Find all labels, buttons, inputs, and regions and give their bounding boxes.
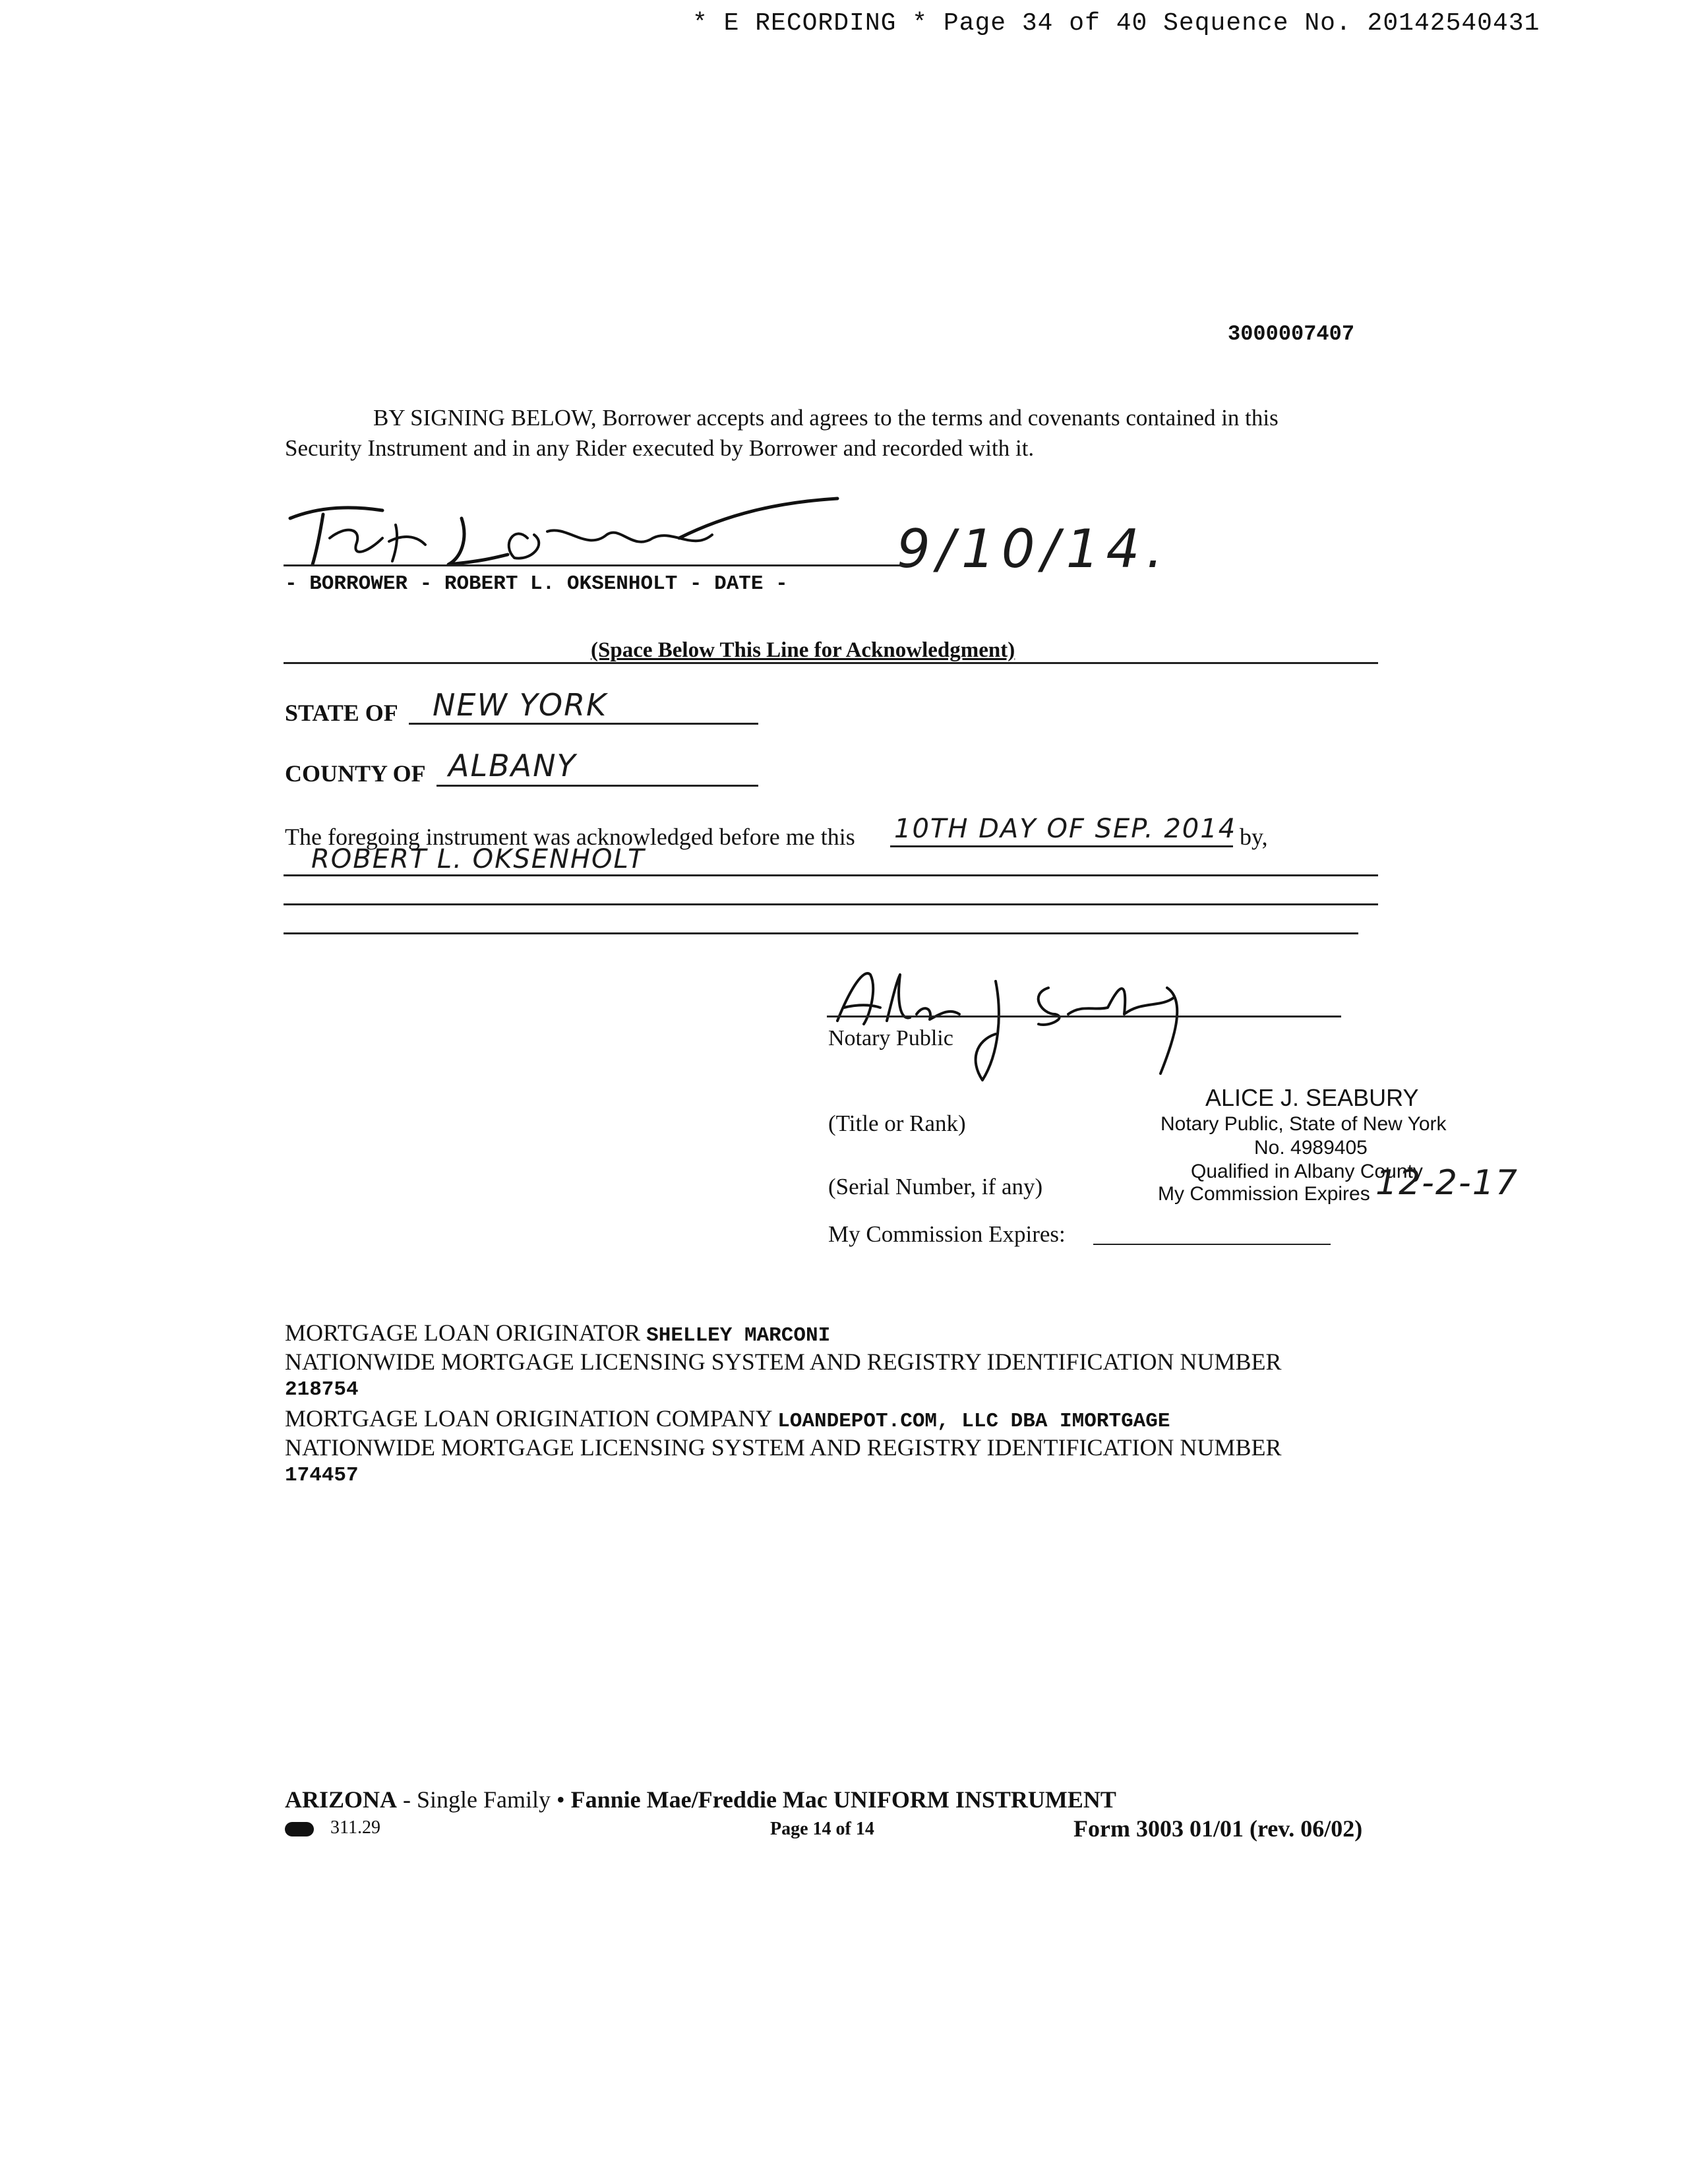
notary-stamp-line-3: Qualified in Albany County bbox=[1191, 1161, 1423, 1182]
intro-line-1: BY SIGNING BELOW, Borrower accepts and agrees to the terms and covenants contained in this bbox=[373, 405, 1279, 431]
acknowledgment-sentence-start: The foregoing instrument was acknowledged before me this bbox=[285, 824, 855, 850]
county-value: ALBANY bbox=[448, 748, 577, 783]
footer-page: Page 14 of 14 bbox=[770, 1819, 874, 1839]
state-label: STATE OF bbox=[285, 700, 398, 726]
vmp-logo-icon bbox=[285, 1822, 314, 1836]
acknowledged-by-line-2 bbox=[284, 903, 1378, 905]
notary-signature-line bbox=[827, 1016, 1341, 1017]
commission-expires-line bbox=[1093, 1244, 1331, 1245]
recording-header: * E RECORDING * Page 34 of 40 Sequence No. 20142540431 bbox=[692, 9, 1540, 38]
title-or-rank-label: (Title or Rank) bbox=[828, 1110, 966, 1136]
origination-company-label: MORTGAGE LOAN ORIGINATION COMPANY bbox=[285, 1405, 772, 1432]
county-label: COUNTY OF bbox=[285, 760, 426, 787]
footer-code-line bbox=[285, 1817, 380, 1838]
notary-signature bbox=[831, 961, 1226, 1087]
notary-public-label: Notary Public bbox=[828, 1026, 953, 1050]
footer-code: 311.29 bbox=[330, 1817, 380, 1838]
notary-stamp-line-4: My Commission Expires bbox=[1158, 1183, 1370, 1205]
nmls-label-2: NATIONWIDE MORTGAGE LICENSING SYSTEM AND REGISTRY IDENTIFICATION NUMBER bbox=[285, 1434, 1282, 1461]
state-value: NEW YORK bbox=[433, 687, 608, 723]
borrower-signature-date: 9/10/14. bbox=[897, 518, 1170, 580]
nmls-number-2: 174457 bbox=[285, 1464, 359, 1487]
loan-originator-line bbox=[285, 1319, 830, 1347]
notary-stamp-expires-value: 12-2-17 bbox=[1375, 1163, 1519, 1203]
origination-company-line bbox=[285, 1405, 1170, 1433]
nmls-label-1: NATIONWIDE MORTGAGE LICENSING SYSTEM AND REGISTRY IDENTIFICATION NUMBER bbox=[285, 1349, 1282, 1375]
borrower-caption: - BORROWER - ROBERT L. OKSENHOLT - DATE - bbox=[285, 572, 788, 595]
notary-stamp-line-2: No. 4989405 bbox=[1254, 1137, 1368, 1159]
acknowledgment-date-value: 10TH DAY OF SEP. 2014 bbox=[894, 814, 1237, 844]
acknowledged-by-value: ROBERT L. OKSENHOLT bbox=[311, 844, 646, 874]
state-line bbox=[409, 723, 758, 725]
serial-number-label: (Serial Number, if any) bbox=[828, 1174, 1043, 1199]
loan-number: 3000007407 bbox=[1228, 322, 1355, 346]
acknowledgment-date-line bbox=[890, 845, 1233, 847]
intro-line-2: Security Instrument and in any Rider executed by Borrower and recorded with it. bbox=[285, 435, 1035, 461]
acknowledgment-sentence-end: by, bbox=[1240, 824, 1268, 850]
county-line bbox=[437, 785, 758, 787]
loan-originator-label: MORTGAGE LOAN ORIGINATOR bbox=[285, 1320, 641, 1346]
nmls-number-1: 218754 bbox=[285, 1378, 359, 1401]
footer-form: Form 3003 01/01 (rev. 06/02) bbox=[1073, 1815, 1363, 1842]
notary-stamp-name: ALICE J. SEABURY bbox=[1205, 1084, 1419, 1111]
acknowledged-by-line-3 bbox=[284, 932, 1358, 934]
footer-instrument-line bbox=[285, 1786, 1116, 1813]
loan-originator-name: SHELLEY MARCONI bbox=[646, 1324, 831, 1347]
acknowledgment-divider-label: (Space Below This Line for Acknowledgment) bbox=[591, 638, 1015, 662]
footer-family: - Single Family • bbox=[397, 1786, 571, 1813]
footer-state: ARIZONA bbox=[285, 1786, 398, 1813]
borrower-signature-line bbox=[284, 564, 910, 566]
origination-company-name: LOANDEPOT.COM, LLC DBA IMORTGAGE bbox=[777, 1410, 1170, 1433]
commission-expires-label: My Commission Expires: bbox=[828, 1221, 1066, 1247]
footer-instrument: Fannie Mae/Freddie Mac UNIFORM INSTRUMENT bbox=[570, 1786, 1116, 1813]
borrower-signature bbox=[284, 499, 864, 571]
acknowledged-by-line-1 bbox=[284, 874, 1378, 876]
notary-stamp-line-1: Notary Public, State of New York bbox=[1160, 1113, 1447, 1135]
